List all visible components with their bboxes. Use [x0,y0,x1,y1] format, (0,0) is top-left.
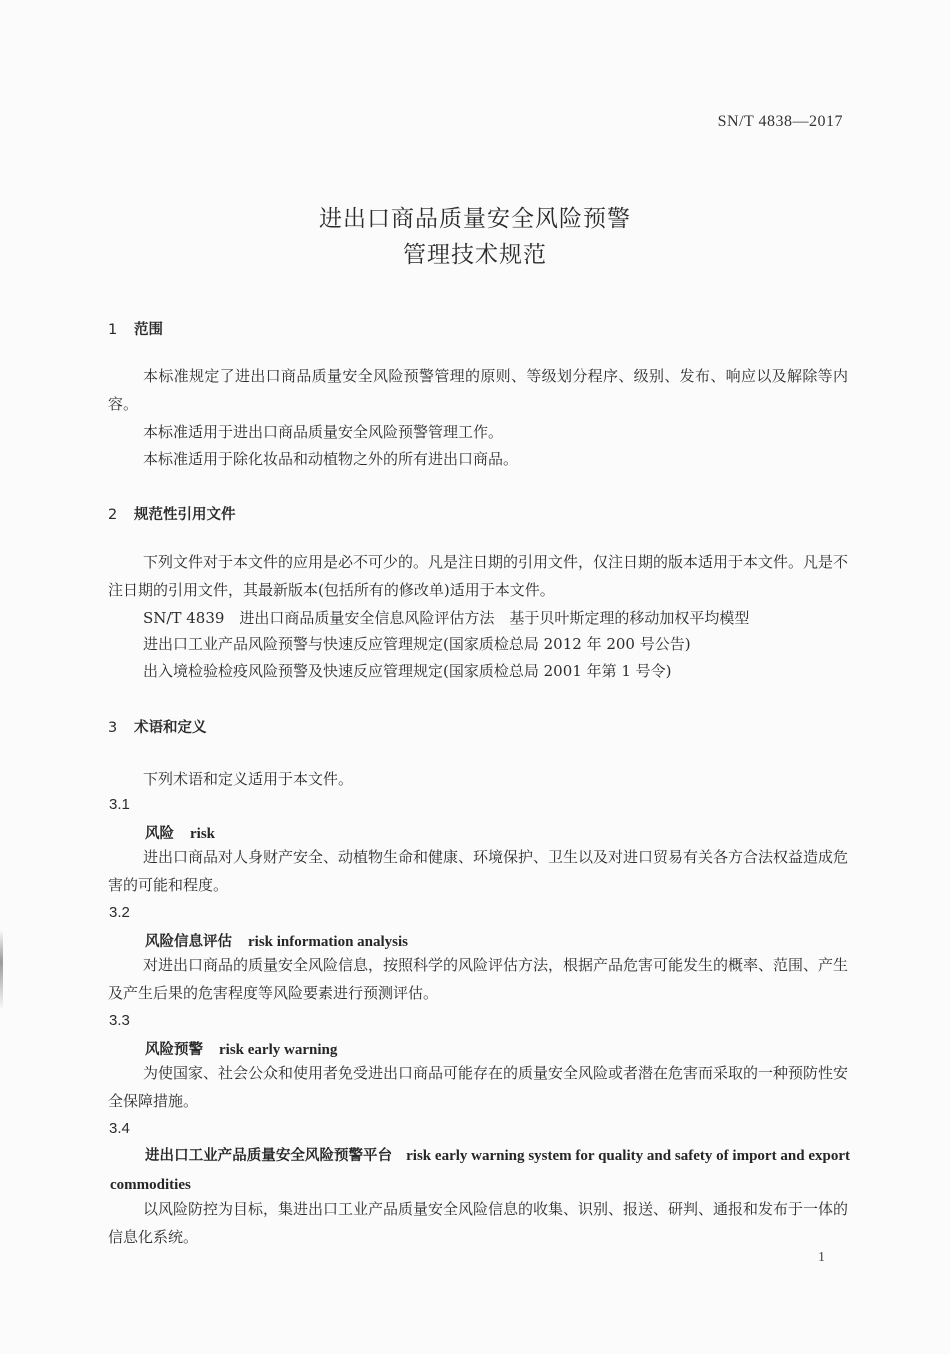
section-3-heading [108,716,207,737]
term-en: risk [190,826,216,842]
section-1-paragraph-1: 本标准规定了进出口商品质量安全风险预警管理的原则、等级划分程序、级别、发布、响应以及解除等内容。 [108,367,848,413]
term-definition: 对进出口商品的质量安全风险信息，按照科学的风险评估方法，根据产品危害可能发生的概率、范围、产生及产生后果的危害程度等风险要素进行预测评估。 [108,956,849,1002]
page-number: 1 [818,1250,825,1265]
term-heading [145,1038,337,1059]
standard-code: SN/T 4838—2017 [717,113,843,130]
term-en: risk early warning [219,1042,338,1058]
section-1-number: 1 [108,322,118,338]
section-2-heading [108,503,236,524]
reference-item: 进出口工业产品风险预警与快速反应管理规定(国家质检总局 2012 年 200 号公告) [143,635,691,653]
reference-item: SN/T 4839 进出口商品质量安全信息风险评估方法 基于贝叶斯定理的移动加权平均模型 [143,609,750,627]
term-zh: 风险信息评估 [145,934,232,950]
term-definition: 为使国家、社会公众和使用者免受进出口商品可能存在的质量安全风险或者潜在危害而采取的一种预防性安全保障措施。 [108,1064,849,1110]
clause-number: 3.3 [109,1012,130,1029]
term-zh: 进出口工业产品质量安全风险预警平台 [145,1148,393,1164]
section-1-heading [108,318,163,339]
document-title-line1: 进出口商品质量安全风险预警 [319,206,631,232]
term-en: risk early warning system for quality and safety of import and export commodities [110,1148,850,1193]
term-heading [145,930,408,951]
clause-number: 3.1 [109,796,130,813]
term-heading [110,1141,850,1199]
section-2-number: 2 [108,507,118,523]
term-definition: 进出口商品对人身财产安全、动植物生命和健康、环境保护、卫生以及对进口贸易有关各方合法权益造成危害的可能和程度。 [108,848,849,894]
term-definition: 以风险防控为目标，集进出口工业产品质量安全风险信息的收集、识别、报送、研判、通报和发布于一体的信息化系统。 [108,1200,849,1246]
clause-number: 3.4 [109,1120,130,1137]
section-3-title: 术语和定义 [134,720,207,736]
section-2-paragraph-1: 下列文件对于本文件的应用是必不可少的。凡是注日期的引用文件，仅注日期的版本适用于本文件。凡是不注日期的引用文件，其最新版本(包括所有的修改单)适用于本文件。 [108,553,849,599]
section-3-intro: 下列术语和定义适用于本文件。 [143,770,354,788]
term-heading [145,822,215,843]
term-zh: 风险 [145,826,174,842]
scan-artifact [0,930,3,1010]
section-1-paragraph-2: 本标准适用于进出口商品质量安全风险预警管理工作。 [143,423,504,441]
term-en: risk information analysis [248,934,409,950]
section-3-number: 3 [108,720,118,736]
section-1-title: 范围 [134,322,163,338]
document-title-line2: 管理技术规范 [403,242,547,268]
section-1-paragraph-3: 本标准适用于除化妆品和动植物之外的所有进出口商品。 [143,450,519,468]
term-zh: 风险预警 [145,1042,203,1058]
reference-item: 出入境检验检疫风险预警及快速反应管理规定(国家质检总局 2001 年第 1 号令) [143,662,672,680]
section-2-title: 规范性引用文件 [134,507,236,523]
clause-number: 3.2 [109,904,130,921]
